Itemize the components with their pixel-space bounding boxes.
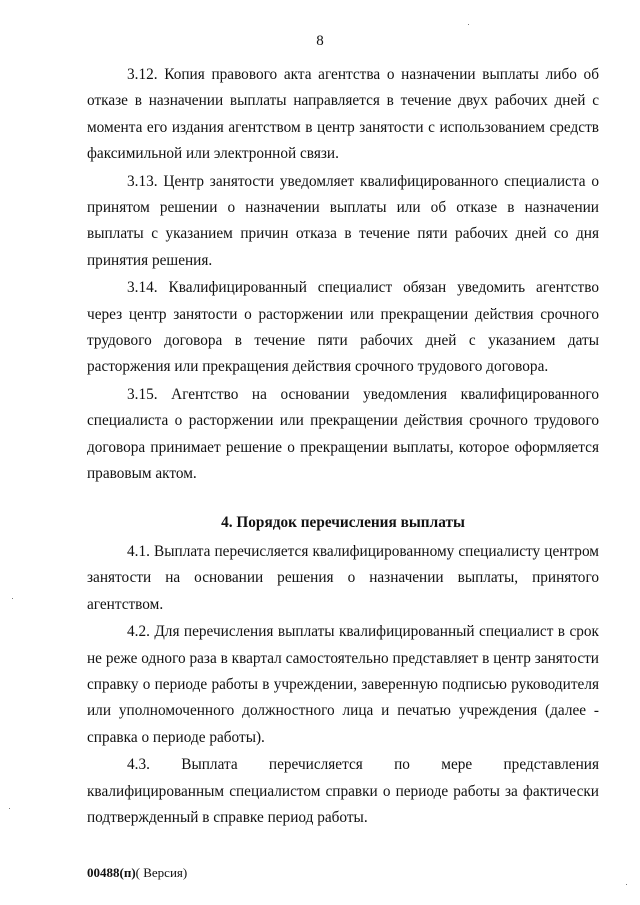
paragraph-3-14: 3.14. Квалифицированный специалист обязан уведомить агентство через центр занятости о расторжении или прекращении действия срочного трудового договора в течение пяти рабочих дней с указанием даты расторжения или прекращения действия срочного трудового договора.	[87, 279, 599, 376]
scan-speck	[626, 884, 627, 885]
paragraph-3-12: 3.12. Копия правового акта агентства о назначении выплаты либо об отказе в назначении выплаты направляется в течение двух рабочих дней с момента его издания агентством в центр занятости с использованием средств факсимильной или электронной связи.	[87, 66, 599, 163]
paragraph-4-2: 4.2. Для перечисления выплаты квалифицированный специалист в срок не реже одного раза в квартал самостоятельно представляет в центр занятости справку о периоде работы в учреждении, заверенную подписью руководителя или уполномоченного должностного лица и печатью учреждения (далее - справка о периоде работы).	[87, 623, 599, 746]
paragraph-3-13: 3.13. Центр занятости уведомляет квалифицированного специалиста о принятом решении о назначении выплаты или об отказе в назначении выплаты с указанием причин отказа в течение пяти рабочих дней со дня принятия решения.	[87, 172, 599, 269]
page-number: 8	[316, 33, 324, 49]
document-body	[87, 62, 599, 832]
document-footer	[87, 865, 187, 881]
scan-speck	[9, 808, 10, 809]
document-version: ( Версия)	[135, 865, 188, 880]
document-code: 00488(п)	[87, 865, 136, 880]
scan-speck	[12, 598, 13, 599]
section-heading: 4. Порядок перечисления выплаты	[221, 513, 465, 531]
paragraph-3-15: 3.15. Агентство на основании уведомления квалифицированного специалиста о расторжении или прекращении действия срочного трудового договора принимает решение о прекращении выплаты, которое оформляется правовым актом.	[87, 385, 599, 483]
paragraph-4-3: 4.3. Выплата перечисляется по мере представления квалифицированным специалистом справки о периоде работы за фактически подтвержденный в справке период работы.	[87, 756, 599, 826]
paragraph-4-1: 4.1. Выплата перечисляется квалифицированному специалисту центром занятости на основании решения о назначении выплаты, принятого агентством.	[87, 542, 599, 613]
scan-speck	[468, 24, 469, 25]
